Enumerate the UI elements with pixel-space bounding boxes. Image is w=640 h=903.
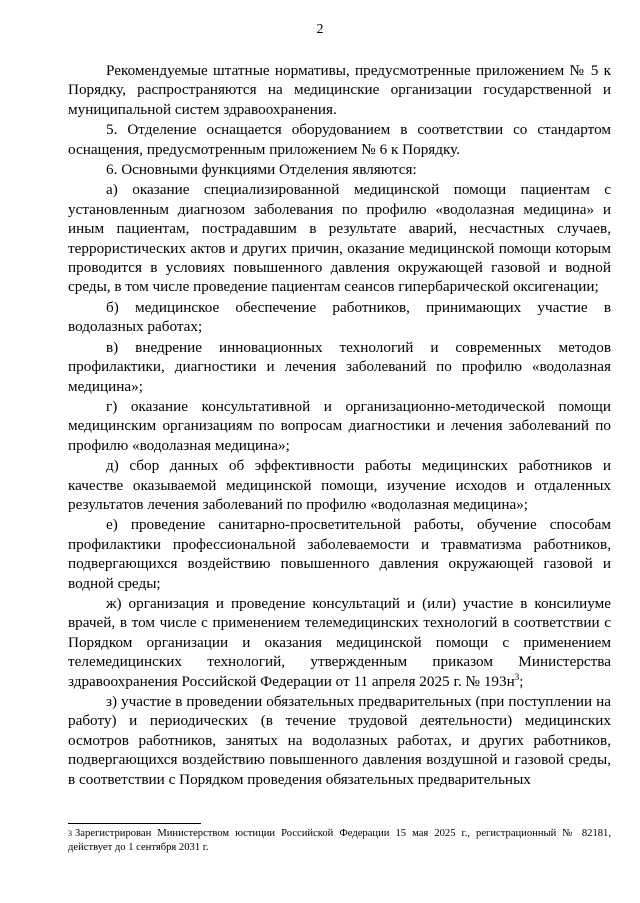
footnote xyxy=(68,827,611,855)
paragraph-item-z: з) участие в проведении обязательных предварительных (при поступлении на работу) и периодических (в течение трудовой деятельности) медицинских осмотров работников, занятых на водолазных работах, и других работников, подвергающихся воздействию повышенного давления воздушной и газовой среды, в соответствии с Порядком проведения обязательных предварительных xyxy=(68,693,611,788)
footnote-mark: 3 xyxy=(68,829,72,838)
paragraph-item-v: в) внедрение инновационных технологий и современных методов профилактики, диагностики и лечения заболеваний по профилю «водолазная медицина»; xyxy=(68,338,611,395)
paragraph-item-d: д) сбор данных об эффективности работы медицинских работников и качестве оказываемой медицинской помощи, изучение исходов и отдаленных результатов лечения заболеваний по профилю «водолазная медицина»; xyxy=(68,457,611,513)
paragraph-functions-heading: 6. Основными функциями Отделения являются: xyxy=(106,161,417,179)
paragraph-item-a: а) оказание специализированной медицинской помощи пациентам с установленным диагнозом заболевания по профилю «водолазная медицина» и иным пациентам, пострадавшим в результате аварий, несчастных случаев, террористических актов и других причин, оказание медицинской помощи которым проводится в условиях повышенного давления окружающей газовой и водной среды, в том числе проведение пациентам сеансов гипербарической оксигенации; xyxy=(68,181,611,296)
footnote-text: Зарегистрирован Министерством юстиции Российской Федерации 15 мая 2025 г., регистрационный № 82181, действует до 1 сентября 2031 г. xyxy=(68,828,611,853)
document-body xyxy=(68,61,611,789)
paragraph-staffing-norms: Рекомендуемые штатные нормативы, предусмотренные приложением № 5 к Порядку, распространяются на медицинские организации государственной и муниципальной систем здравоохранения. xyxy=(68,62,611,118)
paragraph-item-e: е) проведение санитарно-просветительной работы, обучение способам профилактики профессиональной заболеваемости и травматизма работников, подвергающихся воздействию повышенного давления окружающей газовой и водной среды; xyxy=(68,516,611,592)
paragraph-equipment: 5. Отделение оснащается оборудованием в соответствии со стандартом оснащения, предусмотренным приложением № 6 к Порядку. xyxy=(68,121,611,158)
paragraph-item-zh-text: ж) организация и проведение консультаций и (или) участие в консилиуме врачей, в том числе с применением телемедицинских технологий в соответствии с Порядком организации и оказания медицинской помощи с применением телемедицинских технологий, утвержденным приказом Министерства здравоохранения Российской Федерации от 11 апреля 2025 г. № 193н xyxy=(68,594,611,690)
paragraph-item-b: б) медицинское обеспечение работников, принимающих участие в водолазных работах; xyxy=(68,298,611,336)
footnote-reference: 3 xyxy=(514,671,520,682)
paragraph-item-zh-tail: ; xyxy=(519,672,524,690)
paragraph-item-g: г) оказание консультативной и организационно-методической помощи медицинским организациям по вопросам диагностики и лечения заболеваний по профилю «водолазная медицина»; xyxy=(68,397,611,454)
page-number: 2 xyxy=(316,22,324,37)
paragraph-item-zh xyxy=(68,594,611,691)
footnote-divider xyxy=(68,823,201,824)
